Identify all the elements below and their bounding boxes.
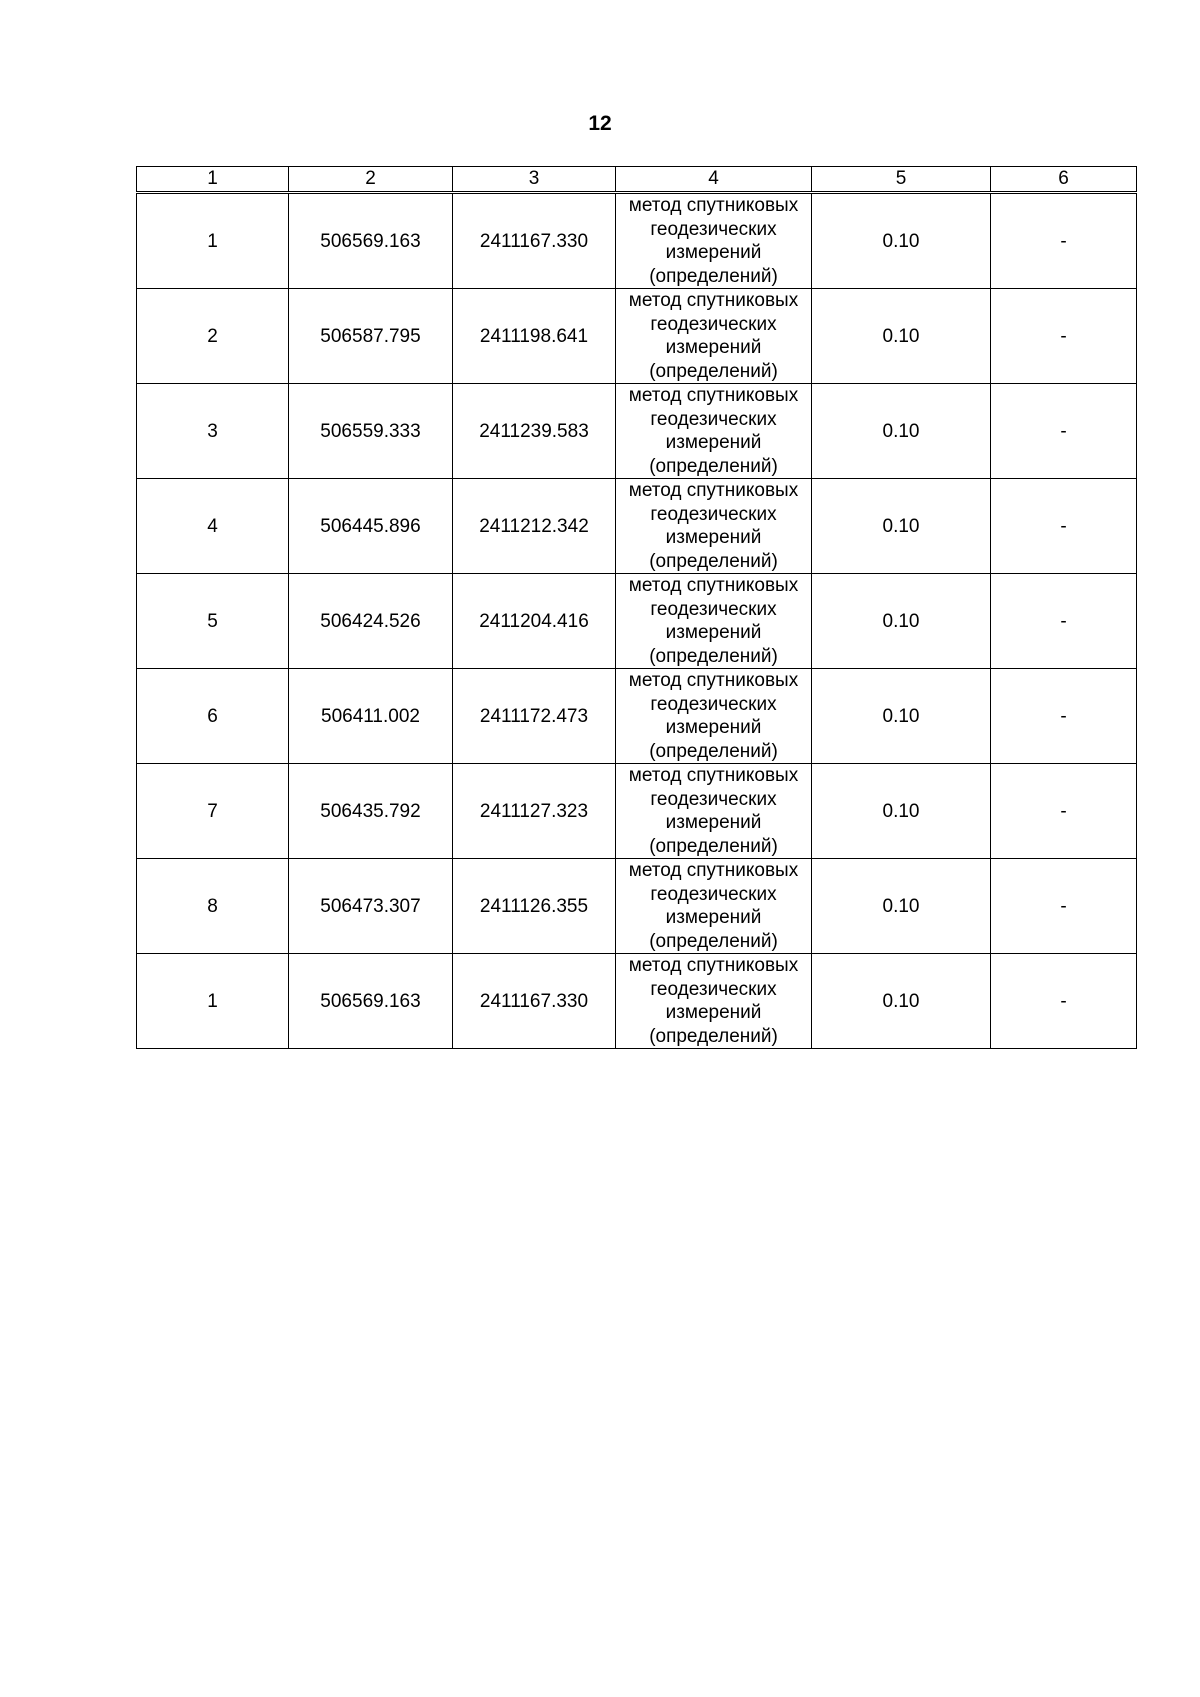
table-row [137,669,1137,764]
table-row [137,193,1137,289]
table-row [137,954,1137,1049]
coordinates-table [136,166,1137,1049]
table-row [137,574,1137,669]
point-number-cell: 8 [137,859,289,954]
point-number-cell: 6 [137,669,289,764]
table-row [137,859,1137,954]
note-cell: - [991,859,1137,954]
accuracy-cell: 0.10 [812,954,991,1049]
x-coordinate-cell: 506569.163 [289,193,453,289]
accuracy-cell: 0.10 [812,764,991,859]
y-coordinate-cell: 2411204.416 [453,574,616,669]
point-number-cell: 5 [137,574,289,669]
note-cell: - [991,574,1137,669]
point-number-cell: 7 [137,764,289,859]
point-number-cell: 4 [137,479,289,574]
y-coordinate-cell: 2411126.355 [453,859,616,954]
accuracy-cell: 0.10 [812,193,991,289]
y-coordinate-cell: 2411167.330 [453,954,616,1049]
note-cell: - [991,954,1137,1049]
accuracy-cell: 0.10 [812,384,991,479]
table-row [137,764,1137,859]
method-cell: метод спутниковых геодезических измерений (определений) [616,289,812,384]
header-col-2: 2 [289,167,453,193]
accuracy-cell: 0.10 [812,479,991,574]
method-cell: метод спутниковых геодезических измерений (определений) [616,384,812,479]
method-cell: метод спутниковых геодезических измерений (определений) [616,859,812,954]
y-coordinate-cell: 2411167.330 [453,193,616,289]
note-cell: - [991,289,1137,384]
y-coordinate-cell: 2411127.323 [453,764,616,859]
x-coordinate-cell: 506411.002 [289,669,453,764]
point-number-cell: 2 [137,289,289,384]
y-coordinate-cell: 2411239.583 [453,384,616,479]
accuracy-cell: 0.10 [812,859,991,954]
point-number-cell: 3 [137,384,289,479]
point-number-cell: 1 [137,954,289,1049]
header-col-6: 6 [991,167,1137,193]
method-cell: метод спутниковых геодезических измерений (определений) [616,954,812,1049]
y-coordinate-cell: 2411198.641 [453,289,616,384]
x-coordinate-cell: 506445.896 [289,479,453,574]
note-cell: - [991,764,1137,859]
table-row [137,289,1137,384]
x-coordinate-cell: 506569.163 [289,954,453,1049]
method-cell: метод спутниковых геодезических измерений (определений) [616,669,812,764]
x-coordinate-cell: 506587.795 [289,289,453,384]
note-cell: - [991,193,1137,289]
header-col-5: 5 [812,167,991,193]
y-coordinate-cell: 2411172.473 [453,669,616,764]
table-header [137,167,1137,193]
method-cell: метод спутниковых геодезических измерений (определений) [616,574,812,669]
accuracy-cell: 0.10 [812,574,991,669]
accuracy-cell: 0.10 [812,289,991,384]
table-row [137,384,1137,479]
header-row [137,167,1137,193]
header-col-1: 1 [137,167,289,193]
x-coordinate-cell: 506559.333 [289,384,453,479]
x-coordinate-cell: 506435.792 [289,764,453,859]
point-number-cell: 1 [137,193,289,289]
method-cell: метод спутниковых геодезических измерений (определений) [616,193,812,289]
header-col-3: 3 [453,167,616,193]
x-coordinate-cell: 506473.307 [289,859,453,954]
y-coordinate-cell: 2411212.342 [453,479,616,574]
method-cell: метод спутниковых геодезических измерений (определений) [616,479,812,574]
accuracy-cell: 0.10 [812,669,991,764]
x-coordinate-cell: 506424.526 [289,574,453,669]
header-col-4: 4 [616,167,812,193]
note-cell: - [991,479,1137,574]
page-number: 12 [588,112,612,135]
note-cell: - [991,384,1137,479]
note-cell: - [991,669,1137,764]
table-row [137,479,1137,574]
table-body [137,193,1137,1049]
method-cell: метод спутниковых геодезических измерений (определений) [616,764,812,859]
